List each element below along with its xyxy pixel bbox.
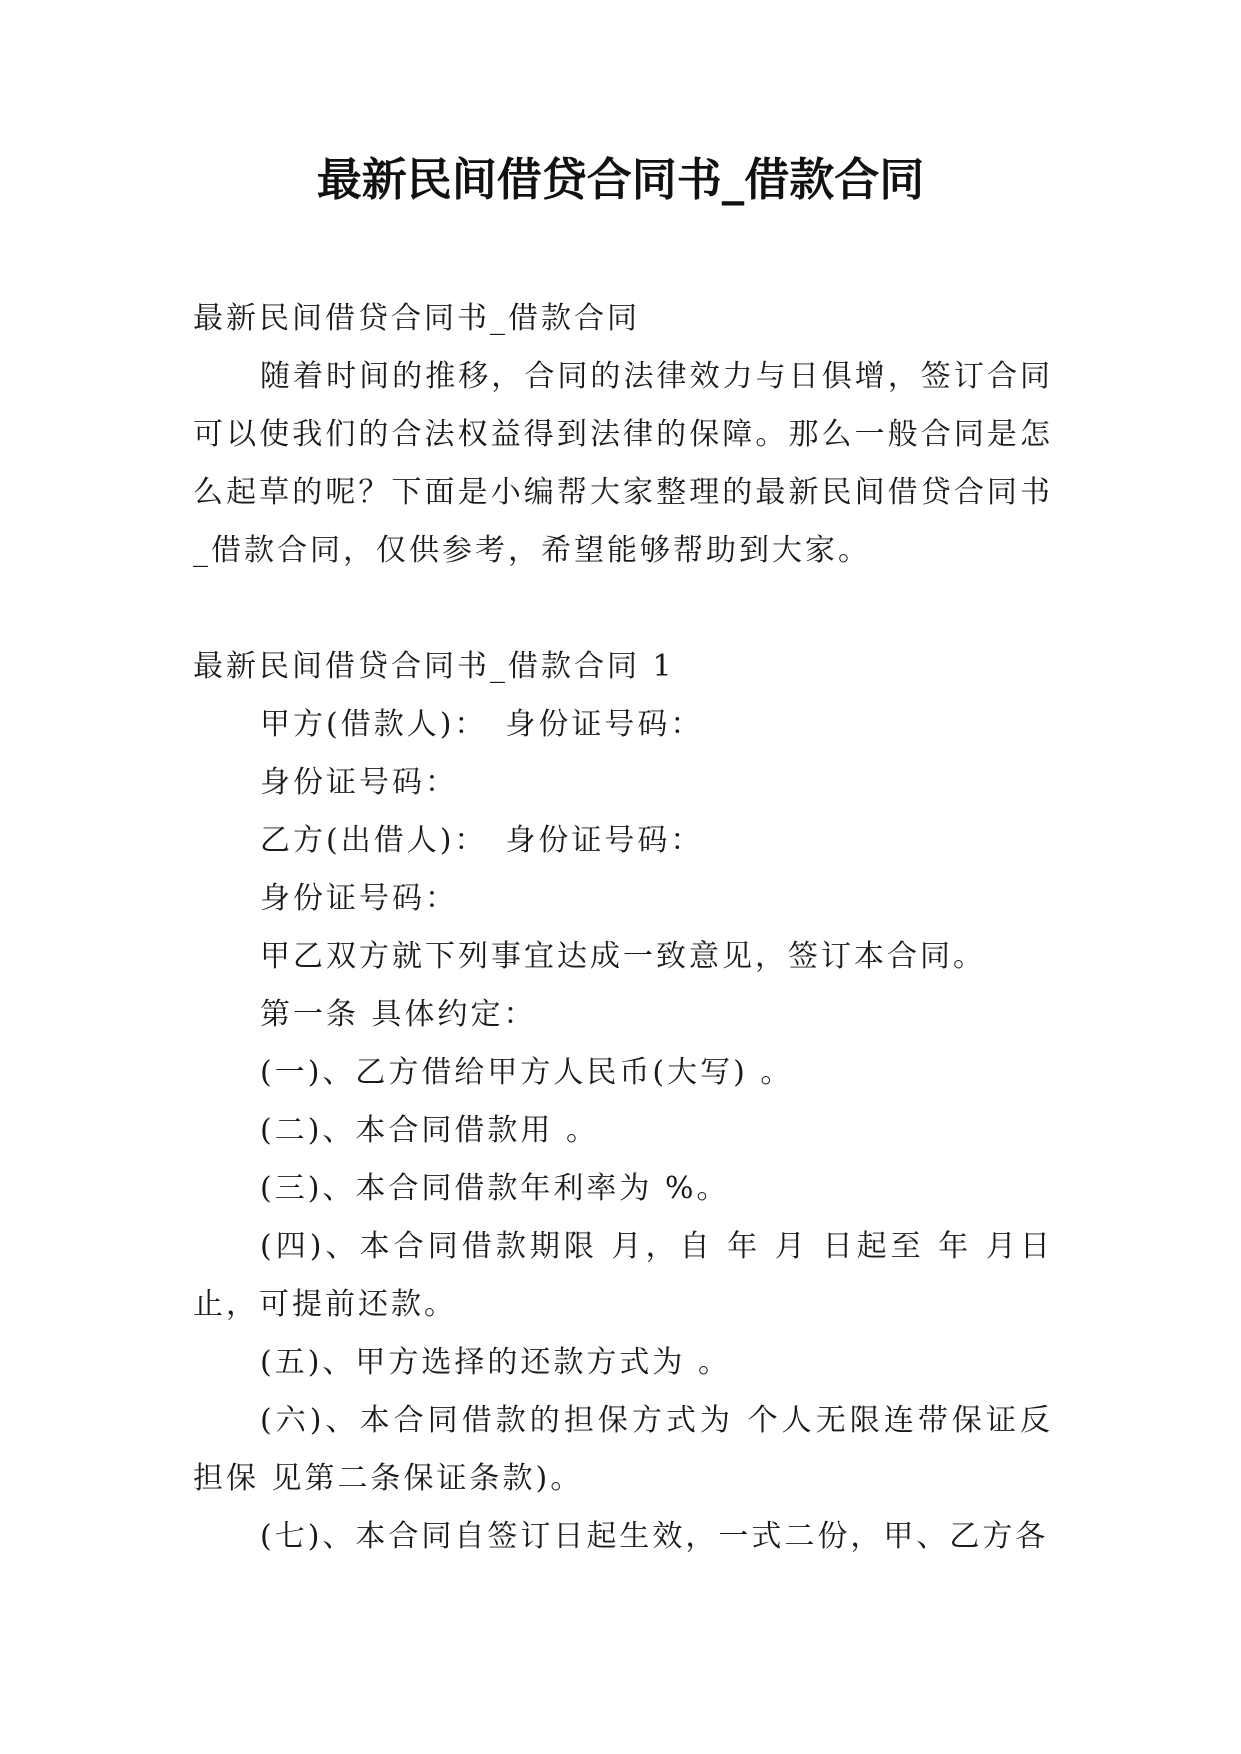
party-b-id-line: 身份证号码：	[260, 881, 458, 916]
party-a-line: 甲方(借款人)： 身份证号码：	[260, 707, 704, 742]
article-one-heading: 第一条 具体约定：	[260, 997, 537, 1032]
party-a-id-line: 身份证号码：	[260, 765, 458, 800]
agreement-line: 甲乙双方就下列事宜达成一致意见，签订本合同。	[260, 939, 986, 974]
clause-7: (七)、本合同自签订日起生效，一式二份，甲、乙方各	[260, 1519, 1049, 1554]
intro-heading: 最新民间借贷合同书_借款合同	[193, 301, 640, 336]
clause-6: (六)、本合同借款的担保方式为 个人无限连带保证反担保 见第二条保证条款)。	[193, 1403, 1053, 1496]
clause-1: (一)、乙方借给甲方人民币(大写) 。	[260, 1055, 794, 1090]
clause-4: (四)、本合同借款期限 月，自 年 月 日起至 年 月日止，可提前还款。	[193, 1229, 1053, 1322]
clause-3: (三)、本合同借款年利率为 %。	[260, 1171, 730, 1206]
clause-5: (五)、甲方选择的还款方式为 。	[260, 1345, 731, 1380]
party-b-line: 乙方(出借人)： 身份证号码：	[260, 823, 704, 858]
section-heading: 最新民间借贷合同书_借款合同 1	[193, 649, 675, 684]
document-title: 最新民间借贷合同书_借款合同	[316, 153, 925, 206]
clause-2: (二)、本合同借款用 。	[260, 1113, 599, 1148]
document-body	[193, 290, 1053, 1566]
intro-paragraph: 随着时间的推移，合同的法律效力与日俱增，签订合同可以使我们的合法权益得到法律的保障。那么一般合同是怎么起草的呢？下面是小编帮大家整理的最新民间借贷合同书_借款合同，仅供参考，希望能够帮助到大家。	[193, 359, 1053, 568]
section-spacer	[193, 580, 1053, 638]
